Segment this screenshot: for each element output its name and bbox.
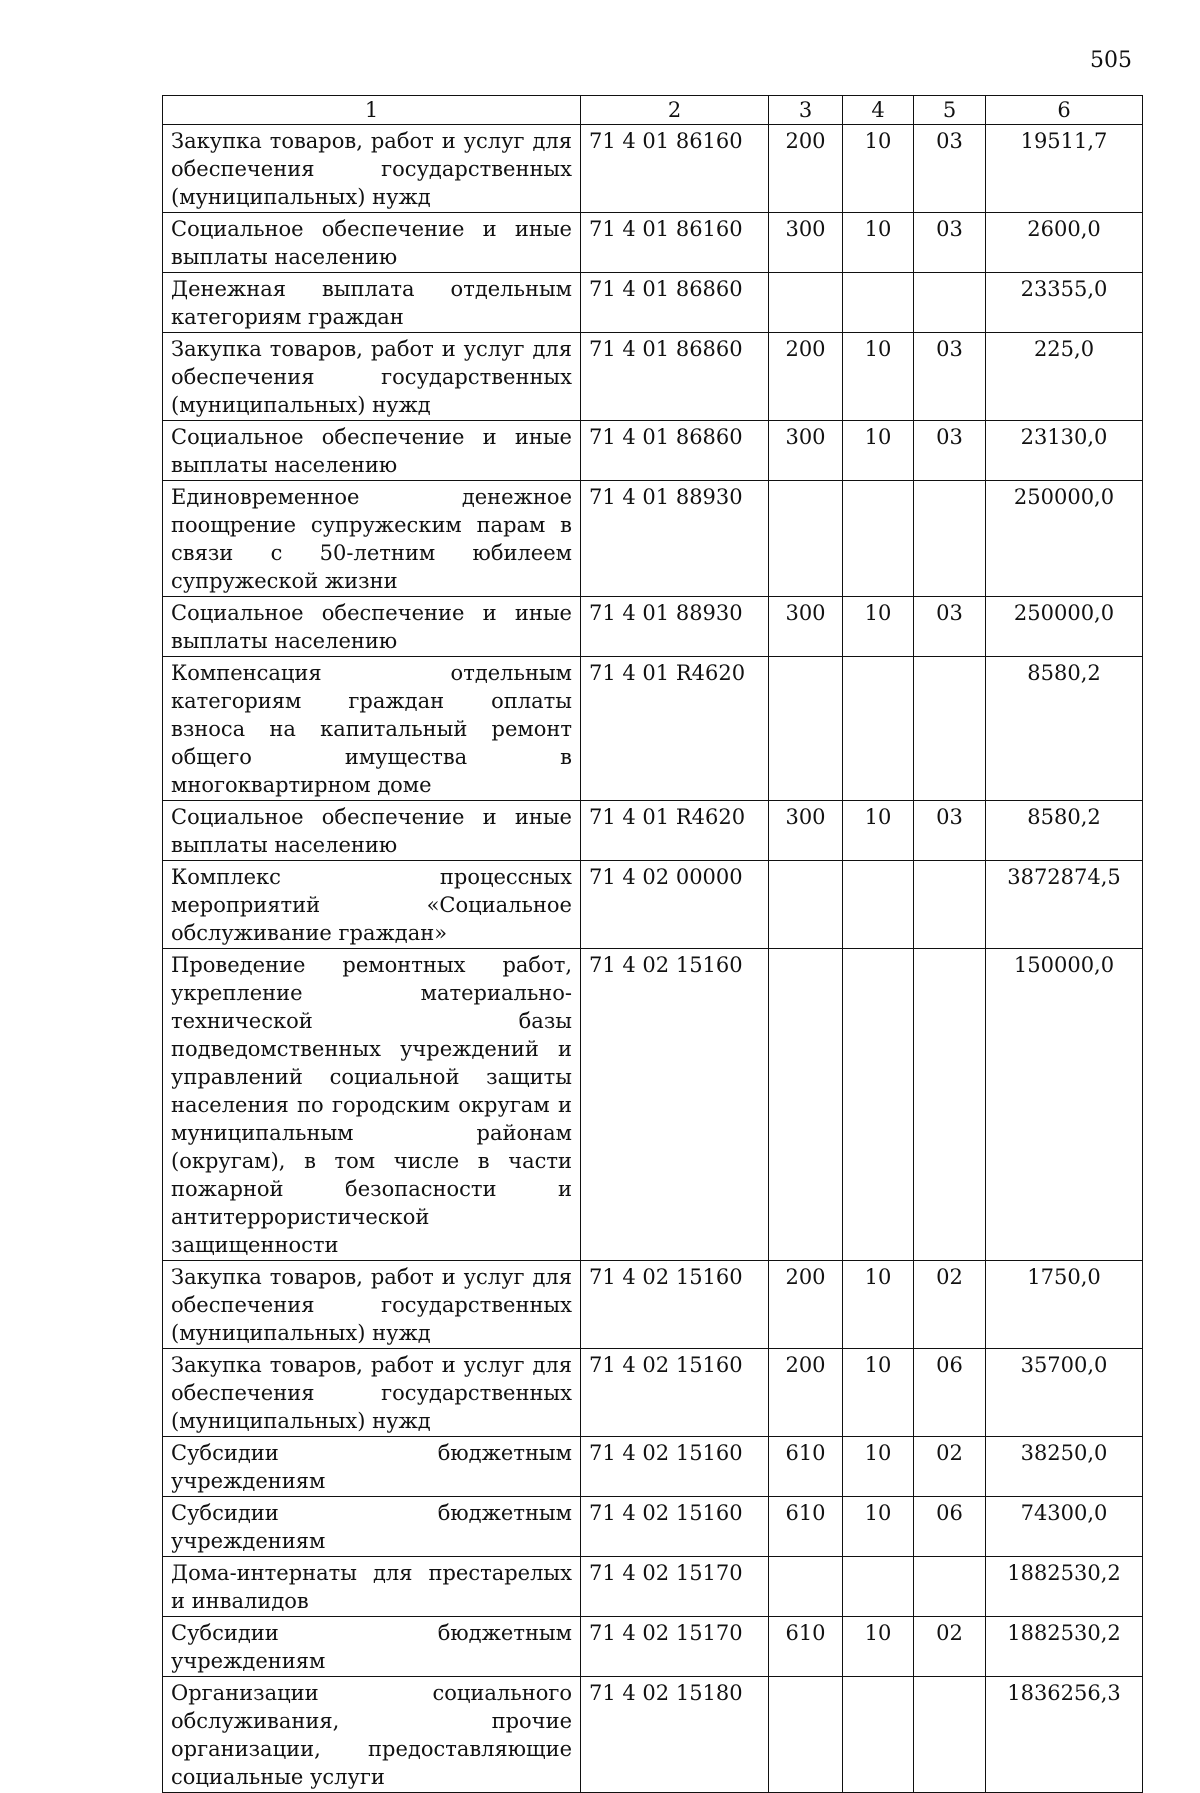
row-col-5 [914, 481, 986, 597]
row-name: Социальное обеспечение и иные выплаты населению [163, 421, 581, 481]
row-code: 71 4 02 15170 [581, 1617, 769, 1677]
row-col-4: 10 [843, 1617, 914, 1677]
row-col-3 [769, 1557, 843, 1617]
table-row [163, 801, 1143, 861]
table-row [163, 949, 1143, 1261]
table-row [163, 1261, 1143, 1349]
row-col-5: 03 [914, 801, 986, 861]
row-col-5 [914, 1677, 986, 1793]
row-name: Единовременное денежное поощрение супружеским парам в связи с 50-летним юбилеем супружеской жизни [163, 481, 581, 597]
table-row [163, 1617, 1143, 1677]
row-col-3 [769, 657, 843, 801]
row-code: 71 4 02 00000 [581, 861, 769, 949]
row-col-4 [843, 1557, 914, 1617]
table-row [163, 861, 1143, 949]
row-col-3: 200 [769, 125, 843, 213]
table-row [163, 273, 1143, 333]
row-name: Закупка товаров, работ и услуг для обеспечения государственных (муниципальных) нужд [163, 1349, 581, 1437]
row-col-3 [769, 481, 843, 597]
row-col-3: 610 [769, 1617, 843, 1677]
row-code: 71 4 02 15160 [581, 1497, 769, 1557]
table-row [163, 657, 1143, 801]
row-col-4 [843, 861, 914, 949]
row-code: 71 4 02 15170 [581, 1557, 769, 1617]
row-col-5: 03 [914, 421, 986, 481]
row-name: Субсидии бюджетным учреждениям [163, 1437, 581, 1497]
row-col-3: 300 [769, 801, 843, 861]
row-amount: 1882530,2 [986, 1617, 1143, 1677]
row-col-4 [843, 273, 914, 333]
row-code: 71 4 01 R4620 [581, 657, 769, 801]
row-col-5: 03 [914, 333, 986, 421]
row-amount: 74300,0 [986, 1497, 1143, 1557]
table-row [163, 333, 1143, 421]
row-amount: 8580,2 [986, 657, 1143, 801]
row-amount: 225,0 [986, 333, 1143, 421]
row-col-4: 10 [843, 1261, 914, 1349]
table-row [163, 213, 1143, 273]
row-col-4 [843, 949, 914, 1261]
row-name: Социальное обеспечение и иные выплаты населению [163, 213, 581, 273]
row-name: Закупка товаров, работ и услуг для обеспечения государственных (муниципальных) нужд [163, 1261, 581, 1349]
table-row [163, 597, 1143, 657]
row-col-4 [843, 481, 914, 597]
header-col-2: 2 [581, 96, 769, 125]
row-name: Проведение ремонтных работ, укрепление материально-технической базы подведомственных учреждений и управлений социальной защиты населения по городским округам и муниципальным районам (округам), в том числе в части пожарной безопасности и антитеррористической защищенности [163, 949, 581, 1261]
row-col-3: 300 [769, 213, 843, 273]
table-row [163, 1497, 1143, 1557]
row-col-5: 03 [914, 125, 986, 213]
row-col-5: 03 [914, 597, 986, 657]
row-col-5 [914, 1557, 986, 1617]
row-code: 71 4 01 R4620 [581, 801, 769, 861]
row-col-4 [843, 657, 914, 801]
row-amount: 250000,0 [986, 481, 1143, 597]
row-name: Комплекс процессных мероприятий «Социальное обслуживание граждан» [163, 861, 581, 949]
row-code: 71 4 01 88930 [581, 481, 769, 597]
row-amount: 19511,7 [986, 125, 1143, 213]
row-col-5: 06 [914, 1349, 986, 1437]
row-col-3: 610 [769, 1437, 843, 1497]
row-col-3: 200 [769, 1261, 843, 1349]
row-amount: 8580,2 [986, 801, 1143, 861]
row-col-3: 200 [769, 333, 843, 421]
row-col-5: 03 [914, 213, 986, 273]
table-row [163, 481, 1143, 597]
table-row [163, 421, 1143, 481]
row-col-3: 610 [769, 1497, 843, 1557]
row-amount: 23355,0 [986, 273, 1143, 333]
row-col-5 [914, 657, 986, 801]
row-col-4: 10 [843, 801, 914, 861]
table-row [163, 1677, 1143, 1793]
header-col-4: 4 [843, 96, 914, 125]
row-amount: 1836256,3 [986, 1677, 1143, 1793]
header-row [163, 96, 1143, 125]
row-col-4 [843, 1677, 914, 1793]
row-col-4: 10 [843, 1437, 914, 1497]
row-code: 71 4 01 88930 [581, 597, 769, 657]
row-col-4: 10 [843, 1497, 914, 1557]
row-amount: 23130,0 [986, 421, 1143, 481]
row-col-3 [769, 1677, 843, 1793]
row-name: Организации социального обслуживания, прочие организации, предоставляющие социальные услуги [163, 1677, 581, 1793]
row-code: 71 4 02 15180 [581, 1677, 769, 1793]
row-code: 71 4 02 15160 [581, 949, 769, 1261]
row-amount: 1750,0 [986, 1261, 1143, 1349]
row-code: 71 4 01 86860 [581, 273, 769, 333]
row-name: Субсидии бюджетным учреждениям [163, 1497, 581, 1557]
row-code: 71 4 02 15160 [581, 1349, 769, 1437]
header-col-3: 3 [769, 96, 843, 125]
row-amount: 150000,0 [986, 949, 1143, 1261]
row-amount: 250000,0 [986, 597, 1143, 657]
row-amount: 1882530,2 [986, 1557, 1143, 1617]
header-col-6: 6 [986, 96, 1143, 125]
row-code: 71 4 02 15160 [581, 1437, 769, 1497]
table-header [163, 96, 1143, 125]
row-code: 71 4 02 15160 [581, 1261, 769, 1349]
row-col-3 [769, 273, 843, 333]
header-col-5: 5 [914, 96, 986, 125]
row-col-3 [769, 861, 843, 949]
row-col-5 [914, 949, 986, 1261]
table-row [163, 1349, 1143, 1437]
row-code: 71 4 01 86860 [581, 421, 769, 481]
row-name: Денежная выплата отдельным категориям граждан [163, 273, 581, 333]
row-col-4: 10 [843, 421, 914, 481]
row-col-4: 10 [843, 125, 914, 213]
page-number: 505 [1090, 48, 1132, 73]
header-col-1: 1 [163, 96, 581, 125]
budget-table [162, 95, 1143, 1793]
row-name: Субсидии бюджетным учреждениям [163, 1617, 581, 1677]
row-col-3 [769, 949, 843, 1261]
table-row [163, 125, 1143, 213]
row-code: 71 4 01 86160 [581, 125, 769, 213]
row-col-5: 02 [914, 1617, 986, 1677]
row-name: Компенсация отдельным категориям граждан оплаты взноса на капитальный ремонт общего имущества в многоквартирном доме [163, 657, 581, 801]
table-row [163, 1557, 1143, 1617]
row-col-5: 02 [914, 1261, 986, 1349]
row-amount: 38250,0 [986, 1437, 1143, 1497]
row-col-5 [914, 273, 986, 333]
row-col-4: 10 [843, 213, 914, 273]
table-body [163, 125, 1143, 1793]
row-code: 71 4 01 86160 [581, 213, 769, 273]
row-col-3: 300 [769, 421, 843, 481]
row-col-3: 200 [769, 1349, 843, 1437]
row-col-5: 06 [914, 1497, 986, 1557]
row-col-4: 10 [843, 333, 914, 421]
row-name: Социальное обеспечение и иные выплаты населению [163, 597, 581, 657]
row-col-5 [914, 861, 986, 949]
row-code: 71 4 01 86860 [581, 333, 769, 421]
row-amount: 35700,0 [986, 1349, 1143, 1437]
row-amount: 3872874,5 [986, 861, 1143, 949]
row-name: Закупка товаров, работ и услуг для обеспечения государственных (муниципальных) нужд [163, 125, 581, 213]
row-col-5: 02 [914, 1437, 986, 1497]
row-name: Социальное обеспечение и иные выплаты населению [163, 801, 581, 861]
row-col-3: 300 [769, 597, 843, 657]
row-amount: 2600,0 [986, 213, 1143, 273]
row-col-4: 10 [843, 1349, 914, 1437]
row-col-4: 10 [843, 597, 914, 657]
table-row [163, 1437, 1143, 1497]
row-name: Дома-интернаты для престарелых и инвалидов [163, 1557, 581, 1617]
row-name: Закупка товаров, работ и услуг для обеспечения государственных (муниципальных) нужд [163, 333, 581, 421]
